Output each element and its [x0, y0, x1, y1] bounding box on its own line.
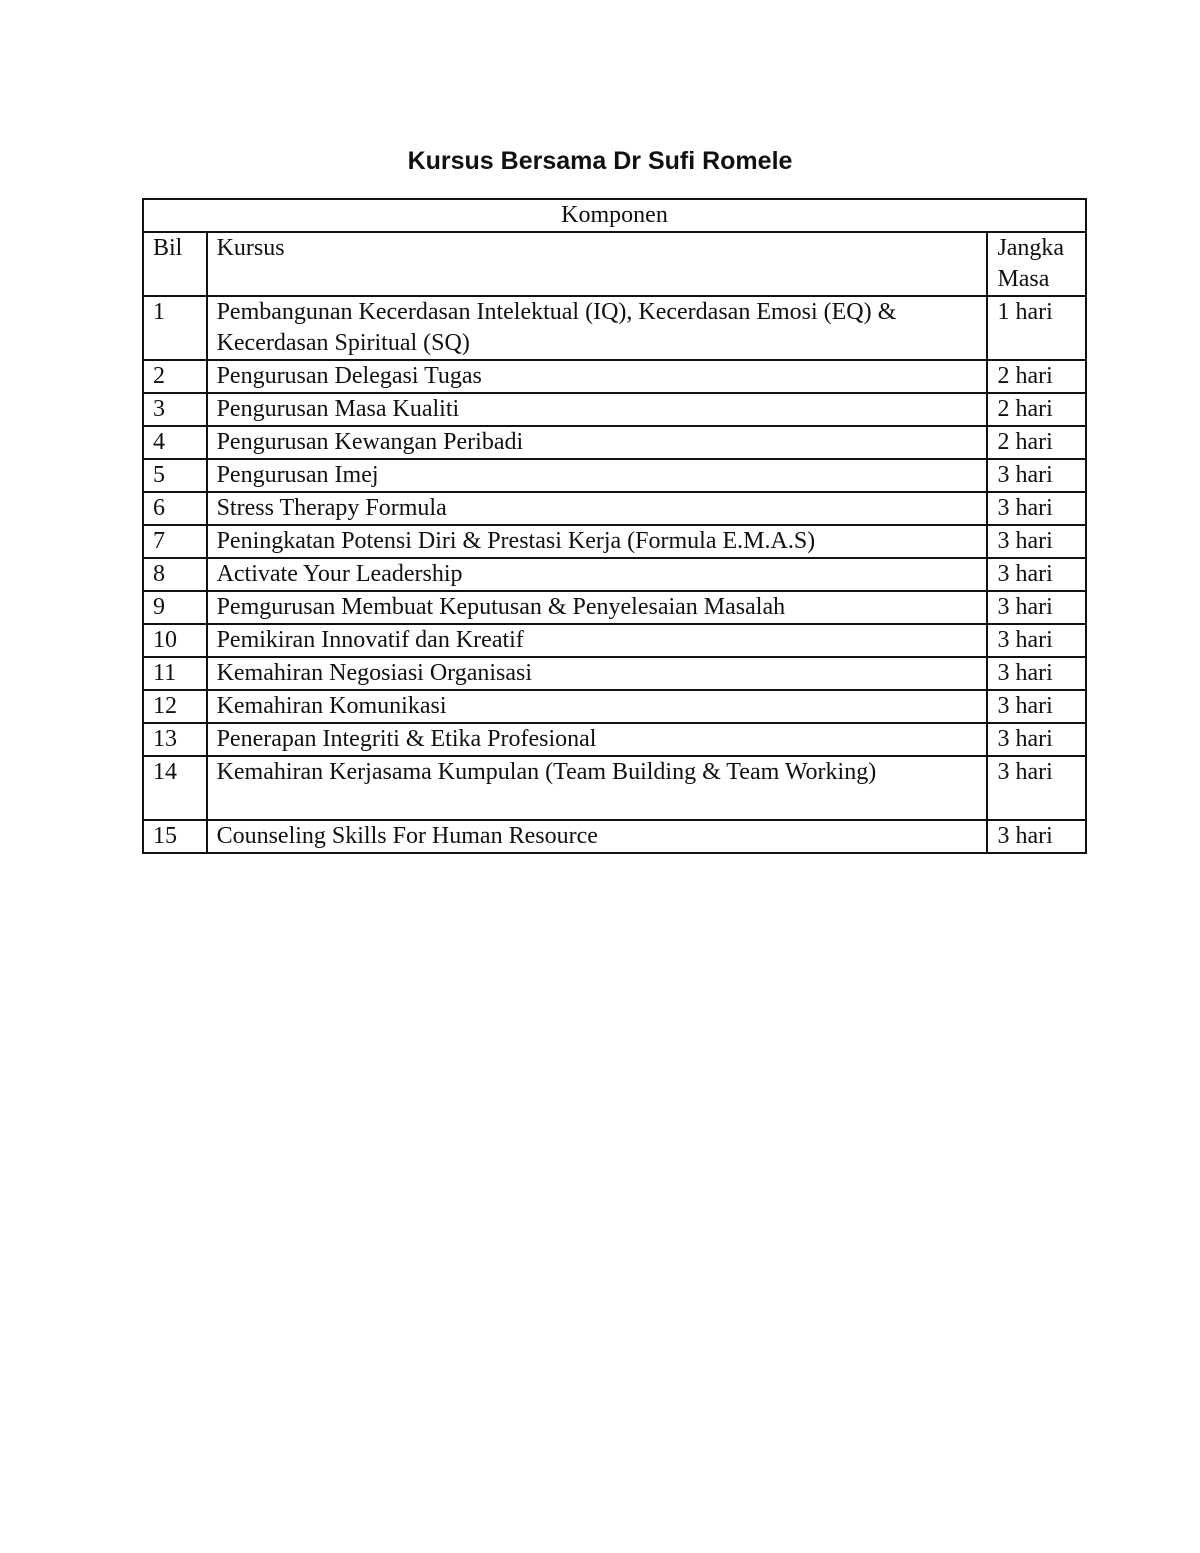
table-header-row [143, 232, 1086, 296]
cell-kursus: Kemahiran Komunikasi [207, 690, 988, 723]
table-row [143, 820, 1086, 853]
cell-kursus: Peningkatan Potensi Diri & Prestasi Kerja (Formula E.M.A.S) [207, 525, 988, 558]
cell-jangka-masa: 3 hari [987, 459, 1086, 492]
table-row [143, 525, 1086, 558]
cell-jangka-masa: 3 hari [987, 657, 1086, 690]
cell-jangka-masa: 3 hari [987, 525, 1086, 558]
cell-kursus: Kemahiran Negosiasi Organisasi [207, 657, 988, 690]
page-title: Kursus Bersama Dr Sufi Romele [407, 147, 793, 175]
cell-bil: 1 [143, 296, 207, 360]
cell-jangka-masa: 1 hari [987, 296, 1086, 360]
cell-kursus: Pengurusan Kewangan Peribadi [207, 426, 988, 459]
column-header-bil: Bil [143, 232, 207, 296]
course-table [142, 198, 1087, 854]
cell-bil: 11 [143, 657, 207, 690]
cell-kursus: Pengurusan Delegasi Tugas [207, 360, 988, 393]
cell-kursus: Pembangunan Kecerdasan Intelektual (IQ), Kecerdasan Emosi (EQ) & Kecerdasan Spiritual (SQ) [207, 296, 988, 360]
table-row [143, 426, 1086, 459]
cell-kursus: Stress Therapy Formula [207, 492, 988, 525]
table-row [143, 690, 1086, 723]
cell-bil: 6 [143, 492, 207, 525]
table-row [143, 296, 1086, 360]
group-header-komponen: Komponen [143, 199, 1086, 232]
column-header-jangka-masa: Jangka Masa [987, 232, 1086, 296]
cell-jangka-masa: 3 hari [987, 591, 1086, 624]
cell-kursus: Pemgurusan Membuat Keputusan & Penyelesaian Masalah [207, 591, 988, 624]
cell-bil: 2 [143, 360, 207, 393]
cell-jangka-masa: 3 hari [987, 558, 1086, 591]
cell-bil: 3 [143, 393, 207, 426]
cell-bil: 8 [143, 558, 207, 591]
cell-jangka-masa: 2 hari [987, 426, 1086, 459]
cell-bil: 12 [143, 690, 207, 723]
cell-kursus: Pemikiran Innovatif dan Kreatif [207, 624, 988, 657]
cell-bil: 9 [143, 591, 207, 624]
cell-jangka-masa: 3 hari [987, 624, 1086, 657]
table-group-header-row [143, 199, 1086, 232]
cell-bil: 13 [143, 723, 207, 756]
cell-jangka-masa: 3 hari [987, 820, 1086, 853]
table-row [143, 591, 1086, 624]
table-row [143, 723, 1086, 756]
cell-jangka-masa: 2 hari [987, 360, 1086, 393]
table-row [143, 393, 1086, 426]
cell-jangka-masa: 3 hari [987, 756, 1086, 820]
table-row [143, 624, 1086, 657]
cell-jangka-masa: 3 hari [987, 690, 1086, 723]
cell-bil: 15 [143, 820, 207, 853]
table-row [143, 657, 1086, 690]
cell-kursus: Pengurusan Masa Kualiti [207, 393, 988, 426]
cell-kursus: Counseling Skills For Human Resource [207, 820, 988, 853]
cell-jangka-masa: 3 hari [987, 723, 1086, 756]
column-header-kursus: Kursus [207, 232, 988, 296]
cell-kursus: Kemahiran Kerjasama Kumpulan (Team Building & Team Working) [207, 756, 988, 820]
table-row [143, 360, 1086, 393]
cell-kursus: Activate Your Leadership [207, 558, 988, 591]
table-row [143, 459, 1086, 492]
cell-jangka-masa: 3 hari [987, 492, 1086, 525]
cell-bil: 5 [143, 459, 207, 492]
cell-jangka-masa: 2 hari [987, 393, 1086, 426]
cell-kursus: Penerapan Integriti & Etika Profesional [207, 723, 988, 756]
cell-kursus: Pengurusan Imej [207, 459, 988, 492]
cell-bil: 7 [143, 525, 207, 558]
table-row [143, 492, 1086, 525]
table-row [143, 756, 1086, 820]
cell-bil: 4 [143, 426, 207, 459]
cell-bil: 10 [143, 624, 207, 657]
table-row [143, 558, 1086, 591]
cell-bil: 14 [143, 756, 207, 820]
